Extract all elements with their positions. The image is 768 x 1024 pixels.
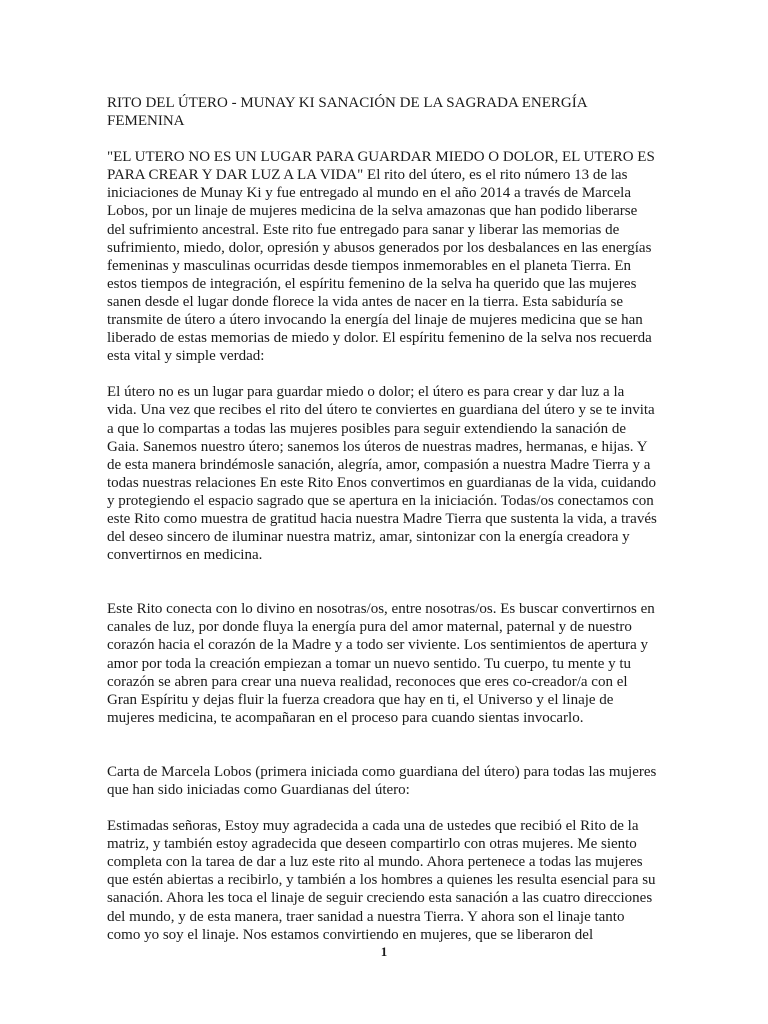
- document-title: RITO DEL ÚTERO - MUNAY KI SANACIÓN DE LA SAGRADA ENERGÍA FEMENINA: [107, 95, 587, 130]
- paragraph-carta-heading: Carta de Marcela Lobos (primera iniciada como guardiana del útero) para todas las mujeres que han sido iniciadas como Guardianas del útero:: [107, 763, 657, 798]
- paragraph-carta-body: Estimadas señoras, Estoy muy agradecida a cada una de ustedes que recibió el Rito de la matriz, y también estoy agradecida que deseen compartirlo con otras mujeres. Me siento completa con la tarea de dar a luz este rito al mundo. Ahora pertenece a todas las mujeres que estén abiertas a recibirlo, y también a los hombres a quienes les resulta esencial para su sanación. Ahora les toca el linaje de seguir creciendo esta sanación a las cuatro direcciones del mundo, y de esta manera, traer sanidad a nuestra Tierra. Y ahora son el linaje tanto como yo soy el linaje. Nos estamos convirtiendo en mujeres, que se liberaron del: [107, 818, 656, 943]
- paragraph-intro: "EL UTERO NO ES UN LUGAR PARA GUARDAR MIEDO O DOLOR, EL UTERO ES PARA CREAR Y DAR LUZ A LA VIDA" El rito del útero, es el rito número 13 de las iniciaciones de Munay Ki y fue entregado al mundo en el año 2014 a través de Marcela Lobos, por un linaje de mujeres medicina de la selva amazonas que han podido liberarse del sufrimiento ancestral. Este rito fue entregado para sanar y liberar las memorias de sufrimiento, miedo, dolor, opresión y abusos generados por los desbalances en las energías femeninas y masculinas ocurridas desde tiempos inmemorables en el planeta Tierra. En estos tiempos de integración, el espíritu femenino de la selva ha querido que las mujeres sanen desde el lugar donde florece la vida antes de nacer en la tierra. Esta sabiduría se transmite de útero a útero invocando la energía del linaje de mujeres medicina que se han liberado de estas memorias de miedo y dolor. El espíritu femenino de la selva nos recuerda esta vital y simple verdad:: [107, 149, 655, 365]
- paragraph-utero: El útero no es un lugar para guardar miedo o dolor; el útero es para crear y dar luz a la vida. Una vez que recibes el rito del útero te conviertes en guardiana del útero y se te invita a que lo compartas a todas las mujeres posibles para seguir extendiendo la sanación de Gaia. Sanemos nuestro útero; sanemos los úteros de nuestras madres, hermanas, e hijas. Y de esta manera brindémosle sanación, alegría, amor, compasión a nuestra Madre Tierra y a todas nuestras relaciones En este Rito Enos convertimos en guardianas de la vida, cuidando y protegiendo el espacio sagrado que se apertura en la iniciación. Todas/os conectamos con este Rito como muestra de gratitud hacia nuestra Madre Tierra que sustenta la vida, a través del deseo sincero de iluminar nuestra matriz, amar, sintonizar con la energía creadora y convertirnos en medicina.: [107, 384, 657, 564]
- paragraph-rito-conecta: Este Rito conecta con lo divino en nosotras/os, entre nosotras/os. Es buscar convertirnos en canales de luz, por donde fluya la energía pura del amor maternal, paternal y de nuestro corazón hacia el corazón de la Madre y a todo ser viviente. Los sentimientos de apertura y amor por toda la creación empiezan a tomar un nuevo sentido. Tu cuerpo, tu mente y tu corazón se abren para crear una nueva realidad, reconoces que eres co-creador/a con el Gran Espíritu y dejas fluir la fuerza creadora que hay en ti, el Universo y el linaje de mujeres medicina, te acompañaran en el proceso para cuando sientas invocarlo.: [107, 601, 655, 726]
- document-body: [107, 94, 657, 944]
- page-number: 1: [380, 944, 388, 959]
